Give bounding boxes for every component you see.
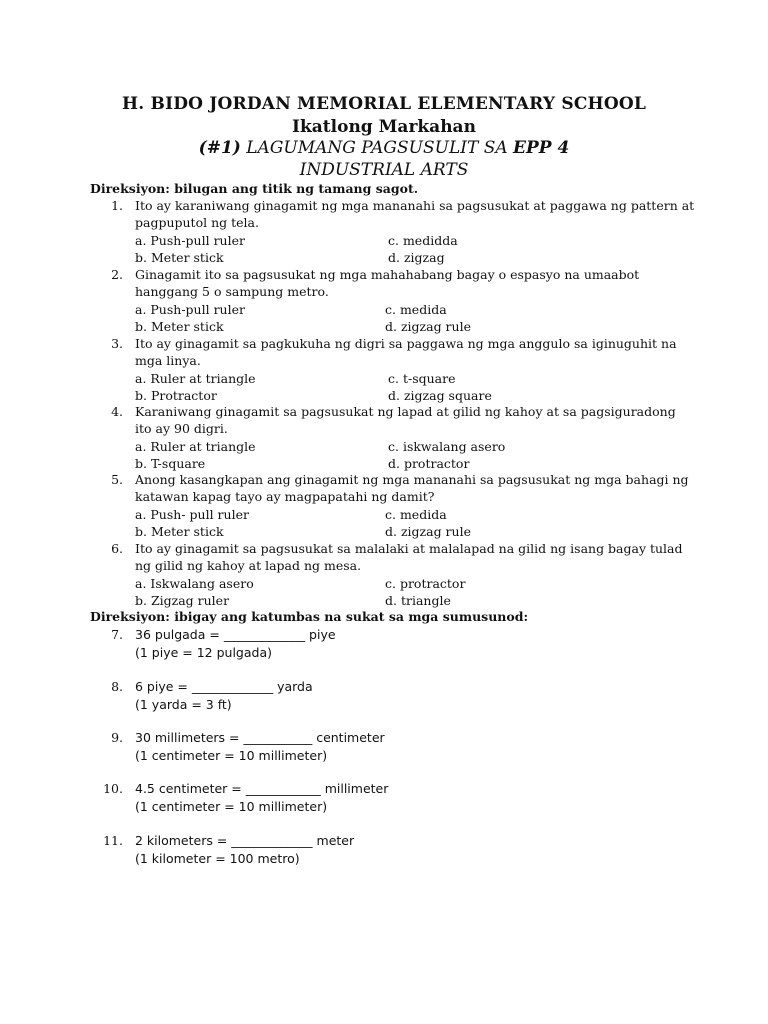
item-number: 9. bbox=[111, 730, 123, 745]
choice-a[interactable]: a. Ruler at triangle bbox=[135, 371, 256, 386]
question-number: 2. bbox=[111, 267, 123, 282]
choice-d[interactable]: d. zigzag square bbox=[388, 388, 492, 403]
test-title-text: LAGUMANG PAGSUSULIT SA bbox=[240, 138, 514, 158]
conversion-hint: (1 kilometer = 100 metro) bbox=[135, 851, 300, 866]
question-number: 5. bbox=[111, 472, 123, 487]
conversion-question[interactable]: 6 piye = _____________ yarda bbox=[135, 679, 313, 694]
conversion-hint: (1 centimeter = 10 millimeter) bbox=[135, 799, 328, 814]
choice-c[interactable]: c. t-square bbox=[388, 371, 456, 386]
choice-a[interactable]: a. Push-pull ruler bbox=[135, 233, 245, 248]
conversion-question[interactable]: 36 pulgada = _____________ piye bbox=[135, 627, 336, 642]
direction-multiple-choice: Direksiyon: bilugan ang titik ng tamang sagot. bbox=[90, 181, 419, 196]
subject-area: INDUSTRIAL ARTS bbox=[299, 160, 469, 180]
choice-a[interactable]: a. Push- pull ruler bbox=[135, 507, 249, 522]
choice-d[interactable]: d. protractor bbox=[388, 456, 470, 471]
choice-c[interactable]: c. protractor bbox=[385, 576, 466, 591]
conversion-question[interactable]: 30 millimeters = ___________ centimeter bbox=[135, 730, 385, 745]
item-number: 8. bbox=[111, 679, 123, 694]
choice-c[interactable]: c. medida bbox=[385, 302, 447, 317]
choice-d[interactable]: d. zigzag rule bbox=[385, 319, 471, 334]
school-name: H. BIDO JORDAN MEMORIAL ELEMENTARY SCHOOL bbox=[122, 94, 646, 114]
item-number: 10. bbox=[103, 781, 123, 796]
question-number: 4. bbox=[111, 404, 123, 419]
conversion-hint: (1 centimeter = 10 millimeter) bbox=[135, 748, 328, 763]
choice-a[interactable]: a. Ruler at triangle bbox=[135, 439, 256, 454]
choice-b[interactable]: b. Zigzag ruler bbox=[135, 593, 230, 608]
question-text: Ito ay karaniwang ginagamit ng mga mananahi sa pagsusukat at paggawa ng pattern at pagpuputol ng tela. bbox=[135, 198, 695, 230]
choice-c[interactable]: c. iskwalang asero bbox=[388, 439, 506, 454]
conversion-question[interactable]: 4.5 centimeter = ____________ millimeter bbox=[135, 781, 389, 796]
choice-b[interactable]: b. T-square bbox=[135, 456, 206, 471]
item-number: 7. bbox=[111, 627, 123, 642]
question-number: 3. bbox=[111, 336, 123, 351]
choice-a[interactable]: a. Push-pull ruler bbox=[135, 302, 245, 317]
choice-b[interactable]: b. Meter stick bbox=[135, 524, 224, 539]
direction-conversion: Direksiyon: ibigay ang katumbas na sukat sa mga sumusunod: bbox=[90, 609, 529, 624]
choice-b[interactable]: b. Protractor bbox=[135, 388, 217, 403]
conversion-hint: (1 yarda = 3 ft) bbox=[135, 697, 232, 712]
question-number: 6. bbox=[111, 541, 123, 556]
conversion-question[interactable]: 2 kilometers = _____________ meter bbox=[135, 833, 355, 848]
choice-a[interactable]: a. Iskwalang asero bbox=[135, 576, 254, 591]
test-subject: EPP 4 bbox=[513, 138, 570, 158]
choice-b[interactable]: b. Meter stick bbox=[135, 250, 224, 265]
test-title bbox=[0, 138, 768, 158]
item-number: 11. bbox=[103, 833, 123, 848]
choice-d[interactable]: d. zigzag bbox=[388, 250, 445, 265]
test-number: (#1) bbox=[198, 138, 241, 158]
choice-c[interactable]: c. medida bbox=[385, 507, 447, 522]
choice-d[interactable]: d. zigzag rule bbox=[385, 524, 471, 539]
choice-c[interactable]: c. medidda bbox=[388, 233, 458, 248]
question-text: Ginagamit ito sa pagsusukat ng mga mahahabang bagay o espasyo na umaabot hanggang 5 o sampung metro. bbox=[135, 267, 640, 299]
question-text: Ito ay ginagamit sa pagsusukat sa malalaki at malalapad na gilid ng isang bagay tulad ng gilid ng kahoy at lapad ng mesa. bbox=[135, 541, 683, 573]
conversion-hint: (1 piye = 12 pulgada) bbox=[135, 645, 272, 660]
question-text: Ito ay ginagamit sa pagkukuha ng digri sa paggawa ng mga anggulo sa iginuguhit na mga linya. bbox=[135, 336, 677, 368]
question-text: Karaniwang ginagamit sa pagsusukat ng lapad at gilid ng kahoy at sa pagsiguradong ito ay 90 digri. bbox=[135, 404, 676, 436]
question-number: 1. bbox=[111, 198, 123, 213]
quarter-title: Ikatlong Markahan bbox=[292, 117, 476, 137]
choice-d[interactable]: d. triangle bbox=[385, 593, 451, 608]
choice-b[interactable]: b. Meter stick bbox=[135, 319, 224, 334]
question-text: Anong kasangkapan ang ginagamit ng mga mananahi sa pagsusukat ng mga bahagi ng katawan kapag tayo ay magpapatahi ng damit? bbox=[135, 472, 689, 504]
